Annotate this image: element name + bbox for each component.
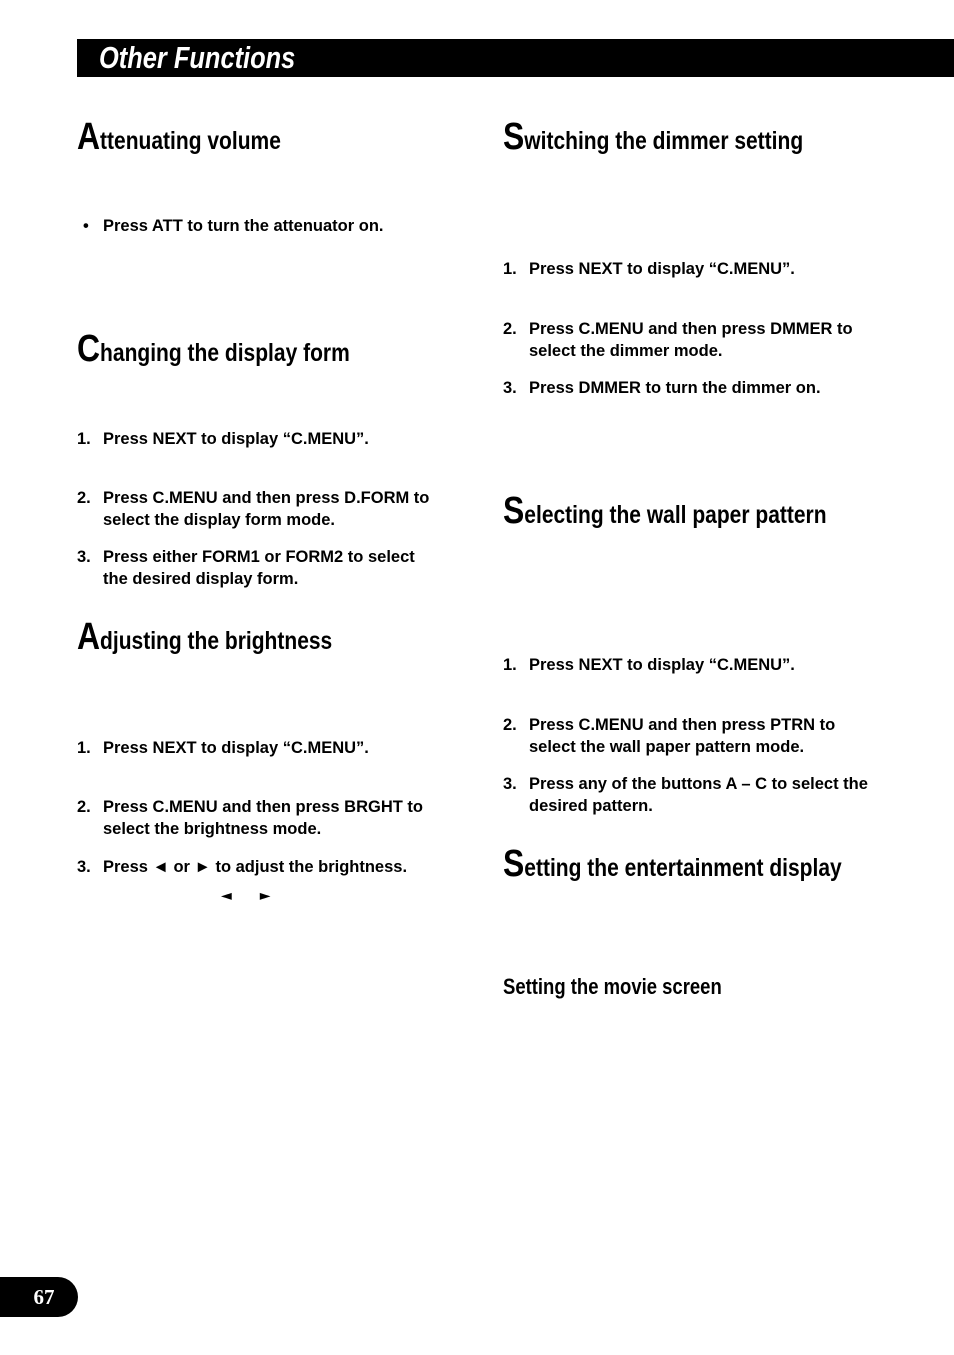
heading-text: electing the wall paper pattern	[524, 501, 827, 529]
page-number: 67	[33, 1285, 55, 1309]
heading-initial: S	[503, 116, 525, 158]
right-arrow-icon: ►	[259, 888, 271, 904]
heading-text: etting the entertainment display	[524, 854, 842, 882]
step-text: Press C.MENU and then press D.FORM to select the display form mode.	[103, 489, 430, 529]
heading-changing-display-form	[77, 330, 350, 368]
heading-text: ttenuating volume	[100, 127, 281, 155]
heading-selecting-wall-paper	[503, 492, 827, 530]
heading-text: hanging the display form	[100, 339, 350, 367]
heading-initial: S	[503, 490, 525, 532]
bullet-symbol: •	[83, 217, 89, 235]
page-number-tab	[0, 1277, 78, 1317]
step-number: 3.	[503, 775, 517, 793]
step-item	[77, 737, 442, 759]
brightness-arrows	[221, 887, 271, 905]
step-number: 1.	[503, 656, 517, 674]
page-title: Other Functions	[99, 40, 296, 75]
step-number: 1.	[77, 739, 91, 757]
heading-initial: C	[77, 328, 101, 370]
step-number: 3.	[77, 548, 91, 566]
step-item	[77, 796, 442, 840]
step-number: 2.	[503, 320, 517, 338]
subheading-movie-screen: Setting the movie screen	[503, 974, 722, 999]
step-text: Press NEXT to display “C.MENU”.	[103, 430, 369, 448]
step-item	[503, 377, 868, 399]
step-item	[503, 654, 868, 676]
step-item	[77, 487, 442, 531]
step-text: Press NEXT to display “C.MENU”.	[103, 739, 369, 757]
step-text: Press either FORM1 or FORM2 to select the desired display form.	[103, 548, 415, 588]
step-item	[77, 546, 442, 590]
heading-initial: A	[77, 116, 101, 158]
step-text: Press C.MENU and then press PTRN to select the wall paper pattern mode.	[529, 716, 836, 756]
step-number: 3.	[77, 858, 91, 876]
step-item	[503, 258, 868, 280]
header-bar	[77, 39, 954, 77]
step-number: 2.	[77, 798, 91, 816]
heading-adjusting-brightness	[77, 618, 332, 656]
step-text: Press any of the buttons A – C to select the desired pattern.	[529, 775, 868, 815]
step-number: 2.	[77, 489, 91, 507]
bullet-text: Press ATT to turn the attenuator on.	[103, 217, 384, 235]
heading-setting-entertainment-display	[503, 845, 842, 883]
step-text: Press ◄ or ► to adjust the brightness.	[103, 858, 408, 876]
step-item	[503, 773, 868, 817]
step-text: Press C.MENU and then press DMMER to select the dimmer mode.	[529, 320, 853, 360]
heading-text: witching the dimmer setting	[524, 127, 804, 155]
step-number: 2.	[503, 716, 517, 734]
step-text: Press C.MENU and then press BRGHT to select the brightness mode.	[103, 798, 423, 838]
heading-attenuating-volume	[77, 118, 281, 156]
heading-switching-dimmer	[503, 118, 803, 156]
step-text: Press NEXT to display “C.MENU”.	[529, 260, 795, 278]
heading-text: djusting the brightness	[100, 627, 333, 655]
step-number: 3.	[503, 379, 517, 397]
heading-initial: A	[77, 616, 101, 658]
left-arrow-icon: ◄	[221, 888, 232, 904]
heading-initial: S	[503, 843, 525, 885]
step-text: Press DMMER to turn the dimmer on.	[529, 379, 821, 397]
step-item	[503, 318, 868, 362]
step-item	[77, 856, 442, 878]
bullet-item	[83, 215, 448, 237]
step-number: 1.	[77, 430, 91, 448]
step-number: 1.	[503, 260, 517, 278]
step-text: Press NEXT to display “C.MENU”.	[529, 656, 795, 674]
step-item	[77, 428, 442, 450]
step-item	[503, 714, 868, 758]
